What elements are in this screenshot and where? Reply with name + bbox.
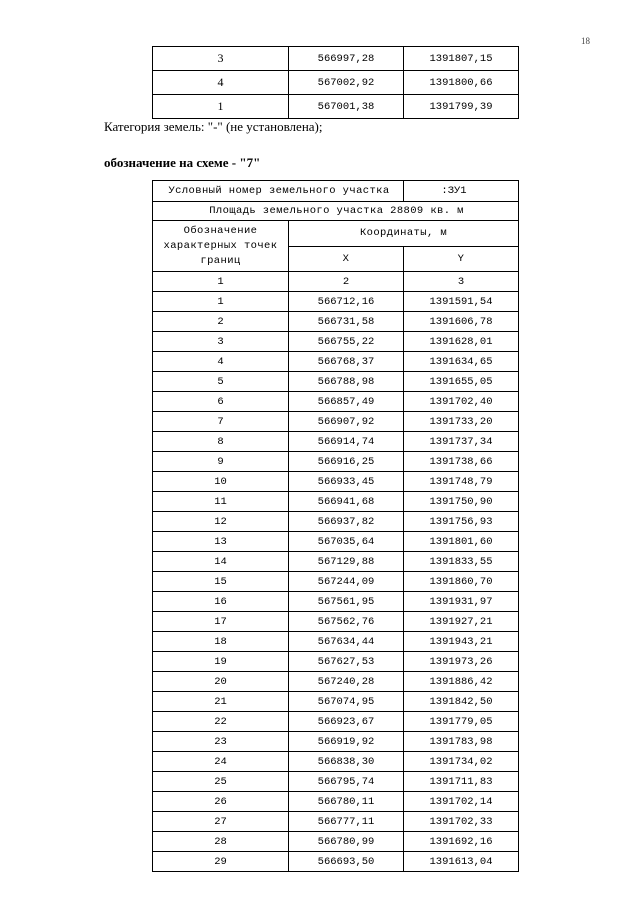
coordinate-x: 566857,49 — [289, 392, 404, 412]
x-column-header: X — [289, 246, 404, 272]
coordinate-x: 567627,53 — [289, 652, 404, 672]
coordinate-y: 1391783,98 — [404, 732, 519, 752]
point-number: 28 — [153, 832, 289, 852]
coordinate-y: 1391860,70 — [404, 572, 519, 592]
point-number: 27 — [153, 812, 289, 832]
coordinate-x: 567001,38 — [289, 95, 404, 119]
coordinate-y: 1391748,79 — [404, 472, 519, 492]
point-number: 1 — [153, 292, 289, 312]
point-number: 9 — [153, 452, 289, 472]
point-number: 19 — [153, 652, 289, 672]
coordinate-x: 567634,44 — [289, 632, 404, 652]
table-row — [153, 312, 519, 332]
coordinate-y: 1391779,05 — [404, 712, 519, 732]
point-number: 20 — [153, 672, 289, 692]
point-number: 7 — [153, 412, 289, 432]
table-row — [153, 632, 519, 652]
coordinate-x: 566693,50 — [289, 852, 404, 872]
table-row — [153, 812, 519, 832]
coordinate-x: 566923,67 — [289, 712, 404, 732]
coordinate-y: 1391737,34 — [404, 432, 519, 452]
point-number: 17 — [153, 612, 289, 632]
coordinate-x: 567561,95 — [289, 592, 404, 612]
table-row — [153, 95, 519, 119]
top-table-body — [153, 47, 519, 119]
coordinate-x: 567240,28 — [289, 672, 404, 692]
point-number: 18 — [153, 632, 289, 652]
table-row — [153, 352, 519, 372]
coordinate-x: 567035,64 — [289, 532, 404, 552]
table-row — [153, 412, 519, 432]
table-row — [153, 832, 519, 852]
coordinate-x: 566997,28 — [289, 47, 404, 71]
coordinate-x: 566712,16 — [289, 292, 404, 312]
coordinate-y: 1391750,90 — [404, 492, 519, 512]
coordinate-y: 1391807,15 — [404, 47, 519, 71]
point-number: 16 — [153, 592, 289, 612]
column-header-row — [153, 221, 519, 247]
point-number: 13 — [153, 532, 289, 552]
coordinates-column-header: Координаты, м — [289, 221, 519, 247]
table-row — [153, 71, 519, 95]
point-number: 4 — [153, 352, 289, 372]
coordinate-x: 566838,30 — [289, 752, 404, 772]
column-index-2: 2 — [289, 272, 404, 292]
point-number: 5 — [153, 372, 289, 392]
table-row — [153, 772, 519, 792]
coordinate-x: 566755,22 — [289, 332, 404, 352]
point-number: 24 — [153, 752, 289, 772]
point-number: 21 — [153, 692, 289, 712]
coordinate-y: 1391931,97 — [404, 592, 519, 612]
point-number: 23 — [153, 732, 289, 752]
coordinate-y: 1391711,83 — [404, 772, 519, 792]
scheme-designation-text: обозначение на схеме - "7" — [104, 155, 261, 170]
coordinate-y: 1391756,93 — [404, 512, 519, 532]
coordinate-x: 566907,92 — [289, 412, 404, 432]
coordinate-y: 1391606,78 — [404, 312, 519, 332]
coordinate-y: 1391628,01 — [404, 332, 519, 352]
y-column-header: Y — [404, 246, 519, 272]
table-row — [153, 452, 519, 472]
point-number: 1 — [153, 95, 289, 119]
main-table-body — [153, 181, 519, 872]
table-row — [153, 492, 519, 512]
parcel-number-label: Условный номер земельного участка — [153, 181, 404, 202]
coordinate-y: 1391613,04 — [404, 852, 519, 872]
parcel-area-row — [153, 202, 519, 221]
coordinate-x: 566933,45 — [289, 472, 404, 492]
table-row — [153, 792, 519, 812]
table-row — [153, 512, 519, 532]
coordinate-x: 567129,88 — [289, 552, 404, 572]
coordinate-y: 1391943,21 — [404, 632, 519, 652]
coordinate-x: 566788,98 — [289, 372, 404, 392]
point-number: 15 — [153, 572, 289, 592]
coordinate-x: 566731,58 — [289, 312, 404, 332]
point-number: 4 — [153, 71, 289, 95]
table-row — [153, 47, 519, 71]
coordinate-y: 1391734,02 — [404, 752, 519, 772]
table-row — [153, 752, 519, 772]
parcel-area-label: Площадь земельного участка 28809 кв. м — [153, 202, 519, 221]
coordinate-x: 566780,99 — [289, 832, 404, 852]
point-number: 6 — [153, 392, 289, 412]
column-index-3: 3 — [404, 272, 519, 292]
coordinate-x: 566919,92 — [289, 732, 404, 752]
point-number: 11 — [153, 492, 289, 512]
table-row — [153, 392, 519, 412]
table-row — [153, 672, 519, 692]
point-number: 22 — [153, 712, 289, 732]
table-row — [153, 472, 519, 492]
table-row — [153, 732, 519, 752]
coordinate-y: 1391927,21 — [404, 612, 519, 632]
point-number: 29 — [153, 852, 289, 872]
coordinate-y: 1391801,60 — [404, 532, 519, 552]
coordinate-y: 1391591,54 — [404, 292, 519, 312]
coordinate-y: 1391973,26 — [404, 652, 519, 672]
point-number: 2 — [153, 312, 289, 332]
table-row — [153, 432, 519, 452]
coordinate-y: 1391738,66 — [404, 452, 519, 472]
point-number: 14 — [153, 552, 289, 572]
coordinate-y: 1391702,40 — [404, 392, 519, 412]
coordinate-x: 566795,74 — [289, 772, 404, 792]
coordinate-y: 1391799,39 — [404, 95, 519, 119]
coordinate-y: 1391702,33 — [404, 812, 519, 832]
point-number: 10 — [153, 472, 289, 492]
land-category-text: Категория земель: "-" (не установлена); — [104, 119, 323, 134]
table-row — [153, 612, 519, 632]
coordinate-y: 1391833,55 — [404, 552, 519, 572]
coordinate-y: 1391692,16 — [404, 832, 519, 852]
coordinate-x: 567002,92 — [289, 71, 404, 95]
parcel-number-value: :ЗУ1 — [404, 181, 519, 202]
coordinate-y: 1391886,42 — [404, 672, 519, 692]
coordinate-y: 1391842,50 — [404, 692, 519, 712]
parcel-number-row — [153, 181, 519, 202]
point-number: 3 — [153, 332, 289, 352]
table-row — [153, 572, 519, 592]
coordinates-table-continued — [152, 46, 519, 119]
point-number: 25 — [153, 772, 289, 792]
column-index-row — [153, 272, 519, 292]
coordinate-x: 566941,68 — [289, 492, 404, 512]
point-number: 8 — [153, 432, 289, 452]
coordinate-y: 1391800,66 — [404, 71, 519, 95]
table-row — [153, 532, 519, 552]
coordinate-y: 1391634,65 — [404, 352, 519, 372]
parcel-coordinates-table — [152, 180, 519, 872]
table-row — [153, 552, 519, 572]
coordinate-x: 566777,11 — [289, 812, 404, 832]
coordinate-x: 566937,82 — [289, 512, 404, 532]
coordinate-x: 566768,37 — [289, 352, 404, 372]
coordinate-y: 1391655,05 — [404, 372, 519, 392]
table-row — [153, 692, 519, 712]
coordinate-x: 567562,76 — [289, 612, 404, 632]
point-number: 3 — [153, 47, 289, 71]
points-column-header: Обозначение характерных точек границ — [153, 221, 289, 272]
coordinate-x: 567074,95 — [289, 692, 404, 712]
column-index-1: 1 — [153, 272, 289, 292]
table-row — [153, 852, 519, 872]
table-row — [153, 592, 519, 612]
table-row — [153, 652, 519, 672]
coordinate-x: 566916,25 — [289, 452, 404, 472]
coordinate-x: 566914,74 — [289, 432, 404, 452]
page-number: 18 — [581, 36, 590, 46]
point-number: 26 — [153, 792, 289, 812]
table-row — [153, 372, 519, 392]
coordinate-x: 566780,11 — [289, 792, 404, 812]
table-row — [153, 332, 519, 352]
table-row — [153, 292, 519, 312]
table-row — [153, 712, 519, 732]
coordinate-y: 1391702,14 — [404, 792, 519, 812]
coordinate-x: 567244,09 — [289, 572, 404, 592]
point-number: 12 — [153, 512, 289, 532]
coordinate-y: 1391733,20 — [404, 412, 519, 432]
